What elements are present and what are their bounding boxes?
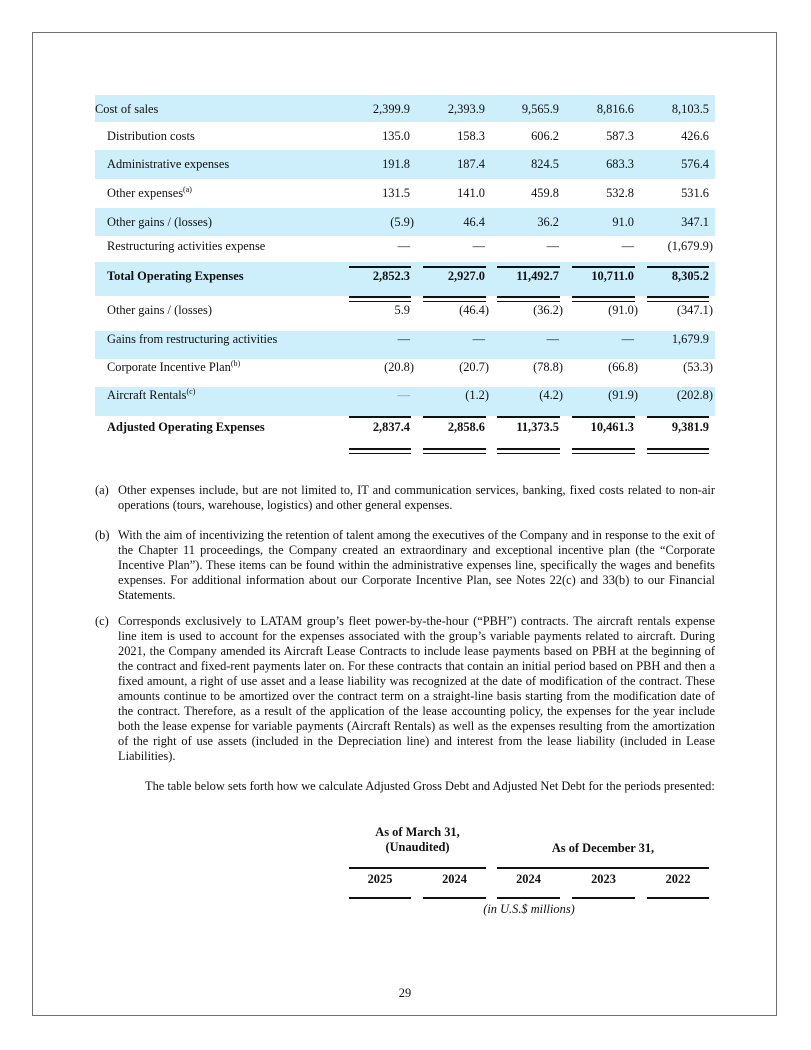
cell-fy-2024: 9,565.9 bbox=[521, 102, 559, 116]
cell-fy-2022: 8,305.2 bbox=[671, 269, 709, 283]
cell-fy-2023: — bbox=[621, 239, 634, 253]
header-year-2024: 2024 bbox=[516, 872, 541, 886]
header-span-rule bbox=[497, 867, 709, 869]
cell-fy-2023: 10,461.3 bbox=[590, 420, 634, 434]
cell-fy-2022: (1,679.9) bbox=[667, 239, 713, 253]
cell-q1-2025: 191.8 bbox=[382, 157, 410, 171]
table-row-aircraft-rentals bbox=[95, 387, 715, 416]
cell-q1-2024: (46.4) bbox=[459, 303, 489, 317]
double-underline bbox=[497, 448, 560, 454]
footnote-b bbox=[95, 528, 715, 603]
row-label: Administrative expenses bbox=[107, 157, 230, 171]
double-underline bbox=[572, 296, 635, 302]
double-underline bbox=[647, 296, 709, 302]
header-year-2024-q: 2024 bbox=[442, 872, 467, 886]
footnote-marker: (a) bbox=[95, 483, 109, 497]
table-row-administrative-expenses bbox=[95, 150, 715, 179]
cell-q1-2024: — bbox=[472, 239, 485, 253]
cell-q1-2025: 2,399.9 bbox=[372, 102, 410, 116]
cell-fy-2022: 576.4 bbox=[681, 157, 709, 171]
total-rule bbox=[647, 416, 709, 418]
cell-q1-2024: (1.2) bbox=[465, 388, 489, 402]
cell-q1-2024: 2,927.0 bbox=[447, 269, 485, 283]
table-row-adjusted-operating-expenses bbox=[95, 416, 715, 446]
cell-fy-2022: 8,103.5 bbox=[671, 102, 709, 116]
cell-fy-2023: (91.9) bbox=[608, 388, 638, 402]
header-year-2025: 2025 bbox=[367, 872, 393, 886]
cell-fy-2022: (347.1) bbox=[676, 303, 713, 317]
row-label: Distribution costs bbox=[107, 129, 195, 143]
double-underline bbox=[349, 296, 411, 302]
double-underline bbox=[423, 448, 486, 454]
cell-fy-2023: (91.0) bbox=[608, 303, 638, 317]
cell-fy-2024: 606.2 bbox=[531, 129, 559, 143]
cell-fy-2024: 459.8 bbox=[531, 186, 559, 200]
row-label: Restructuring activities expense bbox=[107, 239, 266, 253]
footnote-a bbox=[95, 483, 715, 513]
row-label: Other expenses$^{(a)}$ bbox=[107, 185, 192, 200]
total-rule bbox=[497, 416, 560, 418]
row-label: Other gains / (losses) bbox=[107, 303, 212, 317]
cell-fy-2022: (53.3) bbox=[683, 360, 713, 374]
cell-fy-2022: 426.6 bbox=[681, 129, 709, 143]
total-rule bbox=[423, 416, 486, 418]
cell-fy-2023: (66.8) bbox=[608, 360, 638, 374]
cell-q1-2025: (20.8) bbox=[384, 360, 414, 374]
header-group-march: As of March 31, (Unaudited) bbox=[375, 825, 460, 854]
page-number: 29 bbox=[398, 986, 412, 1000]
total-rule bbox=[349, 266, 411, 268]
cell-fy-2024: 36.2 bbox=[537, 215, 559, 229]
total-rule bbox=[572, 416, 635, 418]
cell-fy-2023: 10,711.0 bbox=[591, 269, 634, 283]
table-row-corporate-incentive-plan bbox=[95, 359, 715, 387]
table-row-cost-of-sales bbox=[95, 95, 715, 122]
year-underline bbox=[423, 897, 486, 899]
cell-fy-2024: (36.2) bbox=[533, 303, 563, 317]
row-label: Adjusted Operating Expenses bbox=[107, 420, 265, 434]
row-label: Corporate Incentive Plan$^{(b)}$ bbox=[107, 359, 241, 374]
header-year-2023: 2023 bbox=[591, 872, 616, 886]
intro-paragraph: The table below sets forth how we calculate Adjusted Gross Debt and Adjusted Net Debt for the periods presented: bbox=[145, 779, 715, 793]
footnote-text: Other expenses include, but are not limited to, IT and communication services, banking, fixed costs related to non-air operations (tours, warehouse, logistics) and other general expenses. bbox=[118, 483, 715, 512]
table-row-other-expenses bbox=[95, 179, 715, 208]
footnote-marker: (b) bbox=[95, 528, 110, 542]
cell-q1-2025: 5.9 bbox=[394, 303, 410, 317]
table-row-restructuring-expense bbox=[95, 236, 715, 262]
cell-fy-2023: — bbox=[621, 332, 634, 346]
cell-q1-2025: 2,852.3 bbox=[372, 269, 410, 283]
double-underline bbox=[647, 448, 709, 454]
cell-fy-2024: — bbox=[546, 332, 559, 346]
cell-q1-2024: 141.0 bbox=[457, 186, 485, 200]
header-span-rule bbox=[349, 867, 486, 869]
cell-fy-2024: (78.8) bbox=[533, 360, 563, 374]
cell-fy-2023: 683.3 bbox=[606, 157, 634, 171]
cell-fy-2024: 824.5 bbox=[531, 157, 559, 171]
cell-q1-2024: 158.3 bbox=[457, 129, 485, 143]
year-underline bbox=[647, 897, 709, 899]
footnote-text: With the aim of incentivizing the retention of talent among the executives of the Company and in response to the exit of the Chapter 11 proceedings, the Company created an extraordinary and exceptional incentive plan (the “Corporate Incentive Plan”). These items can be found within the administrative expenses line, specifically the wages and benefits expenses. For additional information about our Corporate Incentive Plan, see Notes 22(c) and 33(b) to our Financial Statements. bbox=[118, 528, 715, 602]
table-row-distribution-costs bbox=[95, 122, 715, 150]
table-row-other-gains-losses bbox=[95, 208, 715, 236]
cell-q1-2024: 2,393.9 bbox=[447, 102, 485, 116]
total-rule bbox=[572, 266, 635, 268]
cell-fy-2022: 1,679.9 bbox=[671, 332, 709, 346]
cell-fy-2024: 11,492.7 bbox=[516, 269, 559, 283]
cell-q1-2024: 46.4 bbox=[463, 215, 485, 229]
row-label: Gains from restructuring activities bbox=[107, 332, 278, 346]
total-rule bbox=[423, 266, 486, 268]
year-underline bbox=[349, 897, 411, 899]
cell-fy-2023: 8,816.6 bbox=[596, 102, 634, 116]
footnote-ref-a: (a) bbox=[183, 185, 192, 194]
row-label: Total Operating Expenses bbox=[107, 269, 244, 283]
cell-q1-2025: 2,837.4 bbox=[372, 420, 410, 434]
row-label: Cost of sales bbox=[95, 102, 159, 116]
cell-fy-2024: (4.2) bbox=[539, 388, 563, 402]
row-label: Aircraft Rentals$^{(c)}$ bbox=[107, 387, 196, 402]
row-label: Other gains / (losses) bbox=[107, 215, 212, 229]
cell-fy-2022: (202.8) bbox=[676, 388, 713, 402]
cell-fy-2023: 532.8 bbox=[606, 186, 634, 200]
footnote-ref-c: (c) bbox=[186, 387, 196, 396]
double-underline bbox=[497, 296, 560, 302]
cell-q1-2025: (5.9) bbox=[390, 215, 414, 229]
total-rule bbox=[647, 266, 709, 268]
footnote-ref-b: (b) bbox=[230, 359, 241, 368]
cell-q1-2024: 187.4 bbox=[457, 157, 485, 171]
footnote-c bbox=[95, 614, 715, 764]
total-rule bbox=[497, 266, 560, 268]
cell-fy-2022: 347.1 bbox=[681, 215, 709, 229]
double-underline bbox=[423, 296, 486, 302]
cell-q1-2025: 135.0 bbox=[382, 129, 410, 143]
year-underline bbox=[497, 897, 560, 899]
double-underline bbox=[349, 448, 411, 454]
total-rule bbox=[349, 416, 411, 418]
cell-q1-2025: — bbox=[397, 388, 410, 402]
table-row-gains-restructuring bbox=[95, 331, 715, 359]
cell-q1-2025: — bbox=[397, 332, 410, 346]
year-underline bbox=[572, 897, 635, 899]
cell-fy-2024: — bbox=[546, 239, 559, 253]
cell-fy-2023: 91.0 bbox=[612, 215, 634, 229]
cell-fy-2024: 11,373.5 bbox=[516, 420, 559, 434]
cell-fy-2022: 531.6 bbox=[681, 186, 709, 200]
cell-fy-2022: 9,381.9 bbox=[671, 420, 709, 434]
header-year-2022: 2022 bbox=[665, 872, 691, 886]
cell-fy-2023: 587.3 bbox=[606, 129, 634, 143]
cell-q1-2024: — bbox=[472, 332, 485, 346]
units-label: (in U.S.$ millions) bbox=[483, 902, 575, 916]
cell-q1-2025: 131.5 bbox=[382, 186, 410, 200]
cell-q1-2024: (20.7) bbox=[459, 360, 489, 374]
header-group-december: As of December 31, bbox=[551, 841, 655, 855]
double-underline bbox=[572, 448, 635, 454]
cell-q1-2024: 2,858.6 bbox=[447, 420, 485, 434]
footnote-marker: (c) bbox=[95, 614, 109, 628]
footnote-text: Corresponds exclusively to LATAM group’s fleet power-by-the-hour (“PBH”) contracts. The aircraft rentals expense line item is used to account for the expenses associated with the group’s variable payments related to aircraft. During 2021, the Company amended its Aircraft Lease Contracts to include lease payments based on PBH at the beginning of the contract and fixed-rent payments later on. For these contracts that contain an initial period based on PBH and then a fixed amount, a right of use asset and a lease liability was recognized at the date of modification of the contract. These amounts continue to be amortized over the contract term on a straight-line basis starting from the modification date of the contract. Therefore, as a result of the application of the lease accounting policy, the expenses for the year include both the lease expense for variable payments (Aircraft Rentals) as well as the expenses resulting from the amortization of the right of use assets (included in the Depreciation line) and interest from the lease liability (included in Lease Liabilities). bbox=[118, 614, 715, 763]
cell-q1-2025: — bbox=[397, 239, 410, 253]
